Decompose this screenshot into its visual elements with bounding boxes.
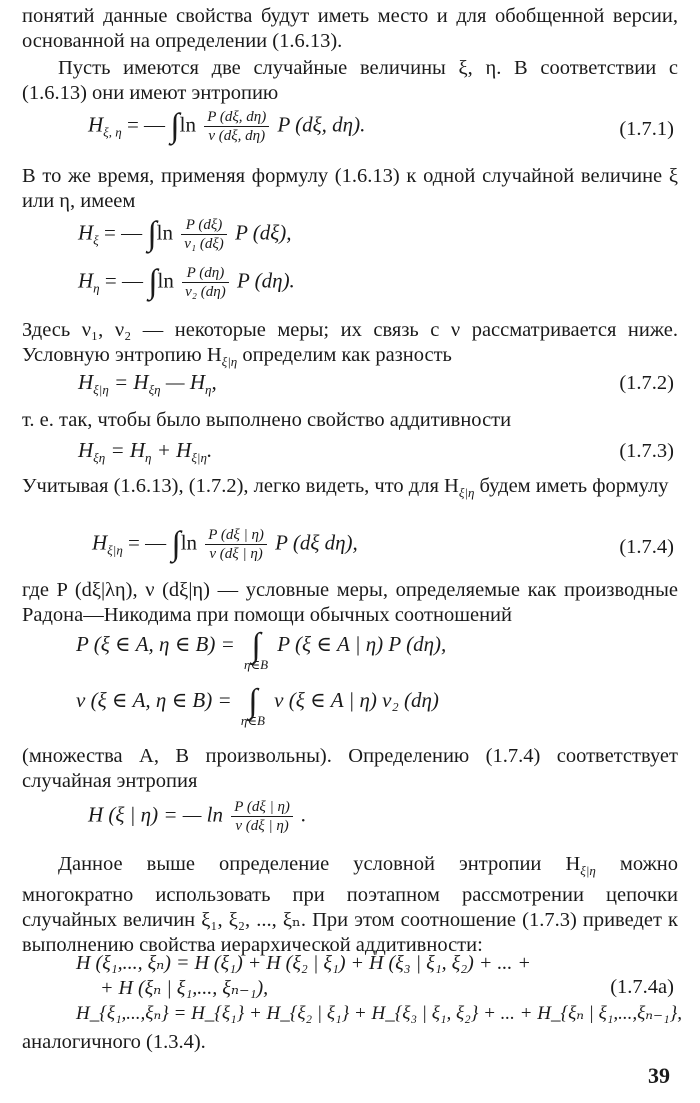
equation-label-1-7-2: (1.7.2): [619, 372, 674, 394]
equation-P-measure: P (ξ ∈ A, η ∈ B) = ∫ η∈B P (ξ ∈ A | η) P (dη),: [76, 627, 447, 672]
paragraph-4: Здесь ν₁, ν₂ — некоторые меры; их связь с ν рассматривается ниже. Условную энтропию $H_{\xi|\eta}$ определим как разность: [22, 319, 678, 369]
paragraph-6: Учитывая (1.6.13), (1.7.2), легко видеть, что для $H_{\xi|\eta}$ будем иметь формулу: [22, 475, 669, 500]
equation-random-entropy: H (ξ | η) = — ln $\frac{P (d\xi | \eta)}{\nu (d\xi | \eta)}$ .: [88, 799, 307, 834]
paragraph-9: Данное выше определение условной энтропии $H_{\xi|\eta}$ можно многократно использовать при поэтапном рассмотрении цепочки случайных величин ξ₁, ξ₂, ..., ξₙ. При этом соотношение (1.7.3) приведет к выполнению свойства иерархической аддитивности:: [22, 853, 678, 956]
equation-H-xi: $H_\xi$ = — ∫ln $\frac{P (d\xi)}{\text{ν₁ (dξ)}}$ P (dξ),: [78, 215, 292, 253]
equation-1-7-4a-line-1: H (ξ₁,..., ξₙ) = H (ξ₁) + H (ξ₂ | ξ₁) + H (ξ₃ | ξ₁, ξ₂) + ... +: [76, 952, 531, 974]
paragraph-8: (множества A, B произвольны). Определению (1.7.4) соответствует случайная энтропия: [22, 745, 678, 792]
equation-1-7-3: $H_{\xi\eta} = H_\eta + H_{\xi|\eta}$.: [78, 438, 213, 465]
paragraph-5: т. е. так, чтобы было выполнено свойство аддитивности: [22, 409, 512, 431]
paragraph-2: Пусть имеются две случайные величины ξ, η. В соответствии с (1.6.13) они имеют энтропию: [22, 57, 678, 104]
equation-1-7-2: $H_{\xi|\eta} = H_{\xi\eta}$ — $H_\eta$,: [78, 370, 217, 397]
equation-1-7-4a-line-2: + H (ξₙ | ξ₁,..., ξₙ₋₁),: [100, 977, 269, 999]
equation-label-1-7-1: (1.7.1): [619, 118, 674, 140]
page-number: 39: [648, 1063, 670, 1088]
paragraph-3: В то же время, применяя формулу (1.6.13) к одной случайной величине ξ или η, имеем: [22, 165, 678, 212]
paragraph-7: где P (dξ|λη), ν (dξ|η) — условные меры, определяемые как производные Радона—Никодима при помощи обычных соотношений: [22, 579, 678, 626]
equation-label-1-7-4: (1.7.4): [619, 536, 674, 558]
equation-H-eta: $H_\eta$ = — ∫ln $\frac{P (d\eta)}{\text{ν₂ (dη)}}$ P (dη).: [78, 263, 295, 301]
paragraph-1: понятий данные свойства будут иметь место и для обобщенной версии, основанной на определении (1.6.13).: [22, 5, 678, 52]
paragraph-10: аналогичного (1.3.4).: [22, 1031, 206, 1053]
equation-label-1-7-4a: (1.7.4а): [610, 976, 674, 998]
equation-1-7-4: $H_{\xi|\eta}$ = — ∫ln $\frac{P (d\xi | \eta)}{\nu (d\xi | \eta)}$ P (dξ dη),: [92, 525, 358, 563]
equation-label-1-7-3: (1.7.3): [619, 440, 674, 462]
equation-1-7-4a-line-3: H_{ξ₁,...,ξₙ} = H_{ξ₁} + H_{ξ₂ | ξ₁} + H_{ξ₃ | ξ₁, ξ₂} + ... + H_{ξₙ | ξ₁,...,ξₙ₋₁},: [76, 1003, 682, 1024]
equation-1-7-1: $H_{\xi, \eta}$ = — ∫ln $\frac{P (d\xi, d\eta)}{\nu (d\xi, d\eta)}$ P (dξ, dη).: [88, 107, 366, 145]
equation-nu-measure: ν (ξ ∈ A, η ∈ B) = ∫ η∈B ν (ξ ∈ A | η) ν₂ (dη): [76, 683, 439, 728]
